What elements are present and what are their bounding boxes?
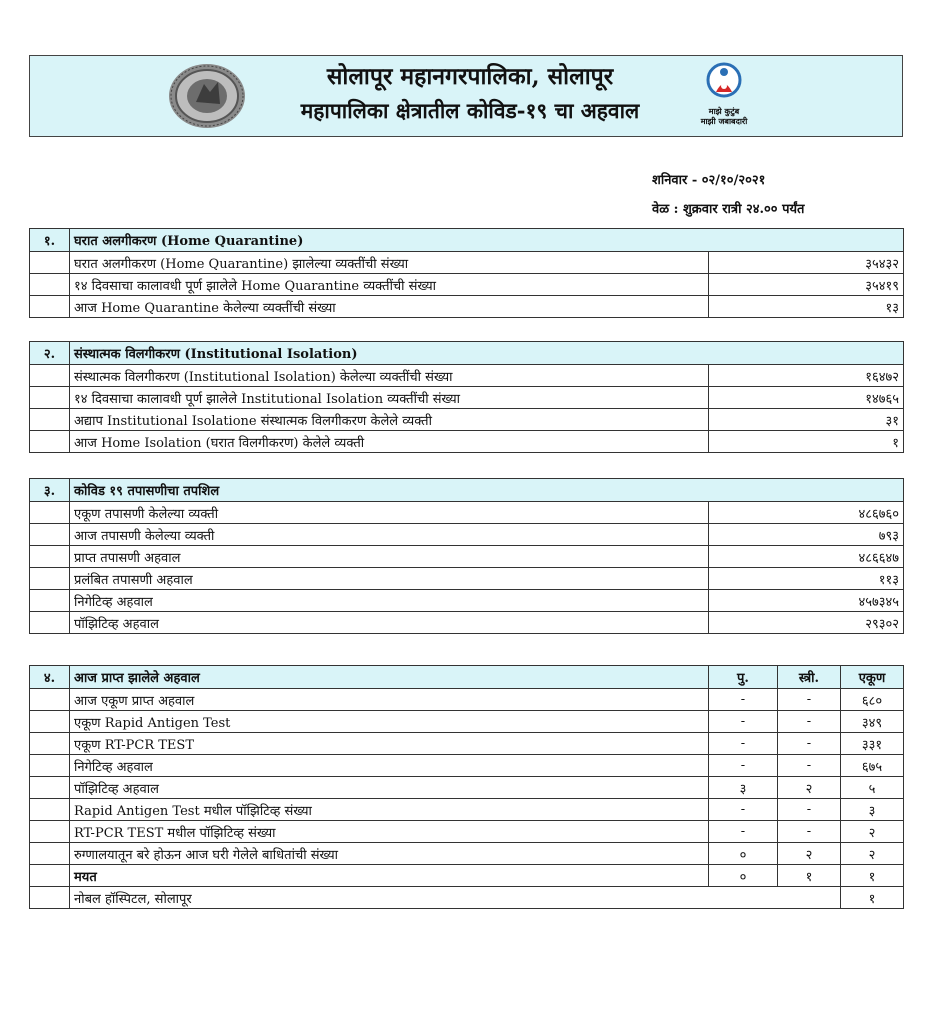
- report-subtitle: महापालिका क्षेत्रातील कोविड-१९ चा अहवाल: [300, 98, 640, 123]
- row-label: अद्याप Institutional Isolatione संस्थात्मक विलगीकरण केलेले व्यक्ती: [70, 409, 709, 431]
- section-title: कोविड १९ तपासणीचा तपशिल: [70, 479, 904, 502]
- row-value: २९३०२: [709, 612, 904, 634]
- report-time: वेळ : शुक्रवार रात्री २४.०० पर्यंत: [652, 202, 805, 217]
- logo-text-line1: माझे कुटुंब: [708, 106, 740, 116]
- table-row: [30, 431, 904, 453]
- table-row: [30, 799, 904, 821]
- row-label: आज एकूण प्राप्त अहवाल: [70, 689, 709, 711]
- column-header-total: एकूण: [841, 666, 904, 689]
- table-row: [30, 755, 904, 777]
- row-value: ४८६७६०: [709, 502, 904, 524]
- table-row: [30, 689, 904, 711]
- total-count: ५: [841, 777, 904, 799]
- total-count: ३४९: [841, 711, 904, 733]
- row-value: ११३: [709, 568, 904, 590]
- male-count: ०: [709, 843, 778, 865]
- report-dateline: [652, 166, 804, 224]
- report-title: [260, 60, 680, 128]
- table-row: [30, 590, 904, 612]
- row-label: आज Home Quarantine केलेल्या व्यक्तींची संख्या: [70, 296, 709, 318]
- table-row: [30, 821, 904, 843]
- report-header: [29, 55, 903, 137]
- total-count: ३: [841, 799, 904, 821]
- table-row: [30, 568, 904, 590]
- male-count: -: [709, 733, 778, 755]
- hospital-name: नोबल हॉस्पिटल, सोलापूर: [70, 887, 841, 909]
- male-count: -: [709, 755, 778, 777]
- table-row: [30, 296, 904, 318]
- table-row: [30, 843, 904, 865]
- row-label: RT-PCR TEST मधील पॉझिटिव्ह संख्या: [70, 821, 709, 843]
- home-quarantine-table: [29, 228, 904, 318]
- column-header-male: पु.: [709, 666, 778, 689]
- row-label: Rapid Antigen Test मधील पॉझिटिव्ह संख्या: [70, 799, 709, 821]
- row-value: ३५४३२: [709, 252, 904, 274]
- row-label: प्राप्त तपासणी अहवाल: [70, 546, 709, 568]
- row-label: आज Home Isolation (घरात विलगीकरण) केलेले व्यक्ती: [70, 431, 709, 453]
- section-number: ३.: [30, 479, 70, 502]
- section-title: आज प्राप्त झालेले अहवाल: [70, 666, 709, 689]
- table-row: [30, 546, 904, 568]
- institutional-isolation-table: [29, 341, 904, 453]
- row-value: १: [709, 431, 904, 453]
- row-label: प्रलंबित तपासणी अहवाल: [70, 568, 709, 590]
- row-label: निगेटिव्ह अहवाल: [70, 590, 709, 612]
- female-count: -: [778, 755, 841, 777]
- male-count: -: [709, 821, 778, 843]
- table-row: [30, 387, 904, 409]
- row-value: १६४७२: [709, 365, 904, 387]
- row-label: एकूण Rapid Antigen Test: [70, 711, 709, 733]
- table-row: [30, 274, 904, 296]
- row-value: ४५७३४५: [709, 590, 904, 612]
- female-count: २: [778, 843, 841, 865]
- row-label: निगेटिव्ह अहवाल: [70, 755, 709, 777]
- table-row: [30, 777, 904, 799]
- row-label: रुग्णालयातून बरे होऊन आज घरी गेलेले बाधितांची संख्या: [70, 843, 709, 865]
- row-value: ४८६६४७: [709, 546, 904, 568]
- table-row: [30, 502, 904, 524]
- table-row: [30, 887, 904, 909]
- covid-testing-table: [29, 478, 904, 634]
- total-count: १: [841, 865, 904, 887]
- row-label: पॉझिटिव्ह अहवाल: [70, 777, 709, 799]
- table-row: [30, 711, 904, 733]
- total-count: १: [841, 887, 904, 909]
- total-count: ६८०: [841, 689, 904, 711]
- municipal-seal-icon: [166, 62, 248, 130]
- table-row: [30, 524, 904, 546]
- table-row: [30, 733, 904, 755]
- section-title: संस्थात्मक विलगीकरण (Institutional Isolation): [70, 342, 904, 365]
- row-label: मयत: [70, 865, 709, 887]
- table-row: [30, 612, 904, 634]
- section-number: १.: [30, 229, 70, 252]
- row-label: १४ दिवसाचा कालावधी पूर्ण झालेले Institutional Isolation व्यक्तींची संख्या: [70, 387, 709, 409]
- row-value: ३५४१९: [709, 274, 904, 296]
- section-header: [30, 342, 904, 365]
- row-value: १३: [709, 296, 904, 318]
- table-row: [30, 365, 904, 387]
- row-value: ७९३: [709, 524, 904, 546]
- row-label: संस्थात्मक विलगीकरण (Institutional Isolation) केलेल्या व्यक्तींची संख्या: [70, 365, 709, 387]
- row-label: एकूण RT-PCR TEST: [70, 733, 709, 755]
- total-count: २: [841, 843, 904, 865]
- female-count: -: [778, 733, 841, 755]
- male-count: ३: [709, 777, 778, 799]
- logo-text-line2: माझी जबाबदारी: [700, 116, 748, 126]
- todays-reports-table: [29, 665, 904, 909]
- family-care-icon: [704, 62, 744, 106]
- female-count: -: [778, 689, 841, 711]
- campaign-logo: [694, 62, 754, 134]
- total-count: ६७५: [841, 755, 904, 777]
- female-count: २: [778, 777, 841, 799]
- section-number: २.: [30, 342, 70, 365]
- female-count: -: [778, 821, 841, 843]
- column-header-female: स्त्री.: [778, 666, 841, 689]
- section-title: घरात अलगीकरण (Home Quarantine): [70, 229, 904, 252]
- total-count: २: [841, 821, 904, 843]
- section-header: [30, 229, 904, 252]
- female-count: १: [778, 865, 841, 887]
- male-count: ०: [709, 865, 778, 887]
- section-number: ४.: [30, 666, 70, 689]
- female-count: -: [778, 711, 841, 733]
- row-label: घरात अलगीकरण (Home Quarantine) झालेल्या व्यक्तींची संख्या: [70, 252, 709, 274]
- male-count: -: [709, 689, 778, 711]
- row-value: १४७६५: [709, 387, 904, 409]
- row-label: पॉझिटिव्ह अहवाल: [70, 612, 709, 634]
- section-header: [30, 666, 904, 689]
- male-count: -: [709, 799, 778, 821]
- section-header: [30, 479, 904, 502]
- corporation-name: सोलापूर महानगरपालिका, सोलापूर: [326, 63, 614, 90]
- row-label: आज तपासणी केलेल्या व्यक्ती: [70, 524, 709, 546]
- male-count: -: [709, 711, 778, 733]
- table-row: [30, 252, 904, 274]
- female-count: -: [778, 799, 841, 821]
- row-value: ३१: [709, 409, 904, 431]
- table-row: [30, 409, 904, 431]
- row-label: १४ दिवसाचा कालावधी पूर्ण झालेले Home Quarantine व्यक्तींची संख्या: [70, 274, 709, 296]
- table-row: [30, 865, 904, 887]
- total-count: ३३१: [841, 733, 904, 755]
- row-label: एकूण तपासणी केलेल्या व्यक्ती: [70, 502, 709, 524]
- report-date: शनिवार - ०२/१०/२०२१: [652, 173, 766, 188]
